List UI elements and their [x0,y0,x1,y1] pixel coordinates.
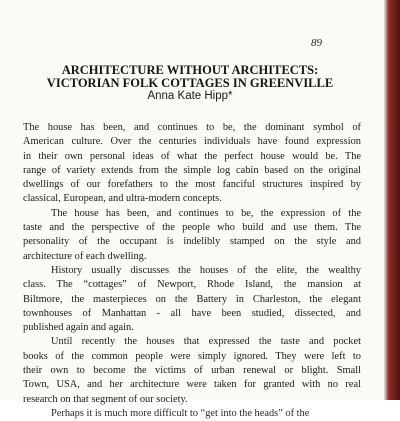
body-line: townhouses of Manhattan - all have been studied, dissected, and [23,307,361,319]
body-line: in their own personal ideas of what the perfect house would be. The [23,150,361,162]
body-line: History usually discusses the houses of the elite, the wealthy [51,264,361,276]
body-line: their own to become the victims of urban renewal or blight. Small [23,365,361,377]
body-line: published again and again. [23,322,134,334]
body-line: American culture. Over the centuries individuals have found expression [23,136,361,148]
article-body [23,121,361,421]
body-line: class. The “cottages” of Newport, Rhode Island, the mansion at [23,279,361,291]
body-line: Biltmore, the masterpieces on the Battery in Charleston, the elegant [23,293,361,305]
article-title-line-1: ARCHITECTURE WITHOUT ARCHITECTS: [61,63,319,77]
body-line: The house has been, and continues to be, the expression of the [51,207,361,219]
body-line: Town, USA, and her architecture were taken for granted with no real [23,379,361,391]
body-line: dwellings of our forefathers to the most fanciful structures inspired by [23,179,361,191]
body-line: taste and the perspective of the people who build and use them. The [23,222,361,234]
article-author: Anna Kate Hipp* [147,90,233,102]
body-line: The house has been, and continues to be, the dominant symbol of [23,122,361,133]
page-number: 89 [311,37,322,49]
book-spine-edge [384,0,400,400]
body-line: classical, European, and ultra-modern concepts. [23,193,222,205]
body-line: Perhaps it is much more difficult to “get into the heads” of the [51,407,310,419]
article-title-line-2: VICTORIAN FOLK COTTAGES IN GREENVILLE [46,76,334,90]
body-line: research on that segment of our society. [23,393,188,405]
body-line: range of variety extends from the simple log cabin based on the original [23,164,361,176]
body-line: personality of the occupant is indelibly stamped on the style and [23,236,361,248]
body-line: Until recently the houses that expressed the taste and pocket [51,336,361,348]
body-line: books of the common people were simply ignored. They were left to [23,350,361,362]
body-line: architecture of each dwelling. [23,250,147,262]
